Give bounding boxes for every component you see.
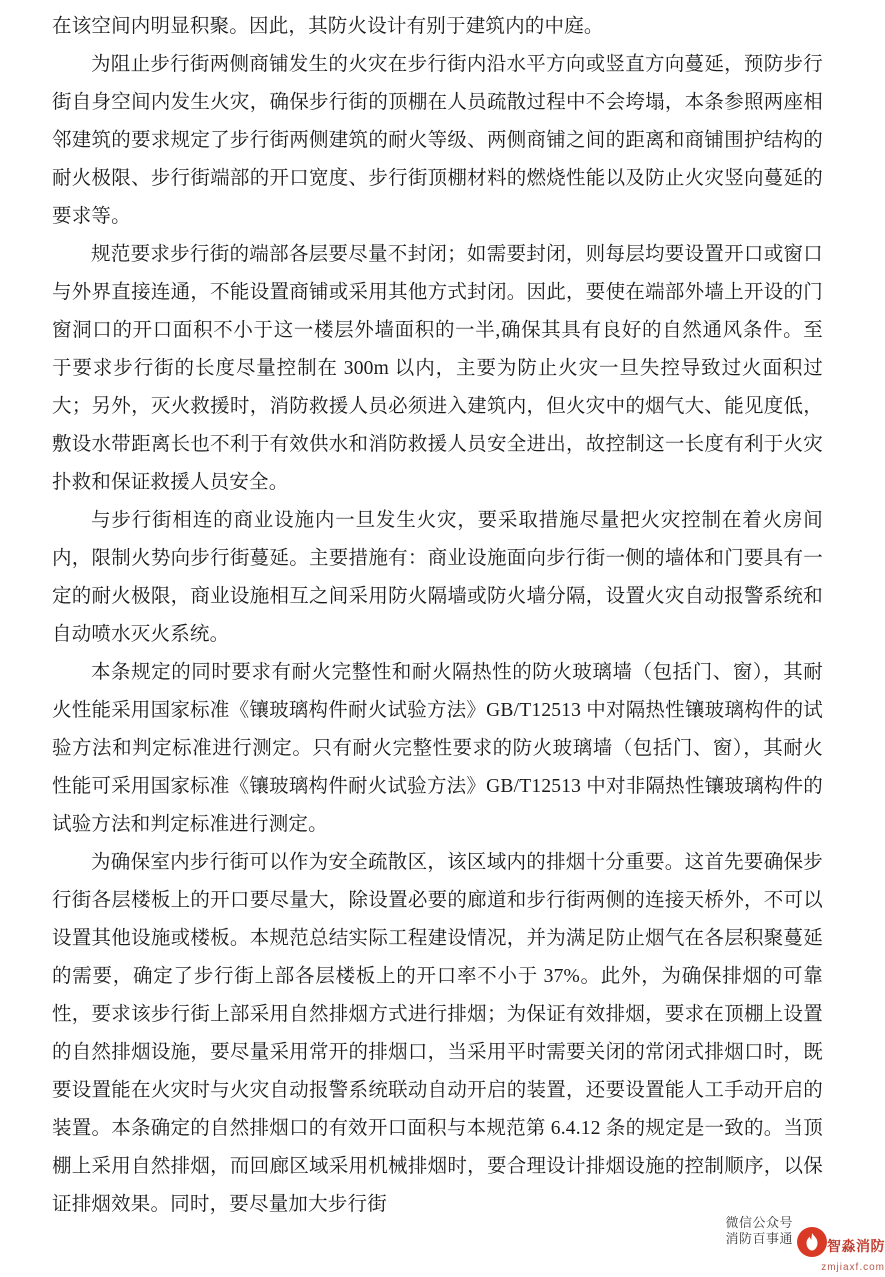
paragraph-3: 与步行街相连的商业设施内一旦发生火灾，要采取措施尽量把火灾控制在着火房间内，限制火势向步行街蔓延。主要措施有：商业设施面向步行街一侧的墙体和门要具有一定的耐火极限，商业设施相互之间采用防火隔墙或防火墙分隔，设置火灾自动报警系统和自动喷水灭火系统。 [52,510,823,645]
watermark-account [725,1215,793,1247]
watermark-account-name: 微信公众号 [725,1215,793,1230]
flame-icon [797,1227,827,1257]
document-body [52,8,823,1224]
paragraph-2: 规范要求步行街的端部各层要尽量不封闭；如需要封闭，则每层均要设置开口或窗口与外界直接连通，不能设置商铺或采用其他方式封闭。因此，要使在端部外墙上开设的门窗洞口的开口面积不小于这一楼层外墙面积的一半,确保其具有良好的自然通风条件。至于要求步行街的长度尽量控制在 300m 以内，主要为防止火灾一旦失控导致过火面积过大；另外，灭火救援时，消防救援人员必须进入建筑内，但火灾中的烟气大、能见度低，敷设水带距离长也不利于有效供水和消防救援人员安全进出，故控制这一长度有利于火灾扑救和保证救援人员安全。 [52,244,823,493]
paragraph-1: 为阻止步行街两侧商铺发生的火灾在步行街内沿水平方向或竖直方向蔓延，预防步行街自身空间内发生火灾，确保步行街的顶棚在人员疏散过程中不会垮塌，本条参照两座相邻建筑的要求规定了步行街两侧建筑的耐火等级、两侧商铺之间的距离和商铺围护结构的耐火极限、步行街端部的开口宽度、步行街顶棚材料的燃烧性能以及防止火灾竖向蔓延的要求等。 [52,54,823,227]
watermark-account-handle: 消防百事通 [725,1231,793,1246]
paragraph-4: 本条规定的同时要求有耐火完整性和耐火隔热性的防火玻璃墙（包括门、窗），其耐火性能采用国家标准《镶玻璃构件耐火试验方法》GB/T12513 中对隔热性镶玻璃构件的试验方法和判定标准进行测定。只有耐火完整性要求的防火玻璃墙（包括门、窗），其耐火性能可采用国家标准《镶玻璃构件耐火试验方法》GB/T12513 中对非隔热性镶玻璃构件的试验方法和判定标准进行测定。 [52,662,823,835]
watermark-brand-url: zmjiaxf.com [821,1262,885,1273]
paragraph-0: 在该空间内明显积聚。因此，其防火设计有别于建筑内的中庭。 [52,16,604,37]
paragraph-5: 为确保室内步行街可以作为安全疏散区，该区域内的排烟十分重要。这首先要确保步行街各层楼板上的开口要尽量大，除设置必要的廊道和步行街两侧的连接天桥外，不可以设置其他设施或楼板。本规范总结实际工程建设情况，并为满足防止烟气在各层积聚蔓延的需要，确定了步行街上部各层楼板上的开口率不小于 37%。此外，为确保排烟的可靠性，要求该步行街上部采用自然排烟方式进行排烟；为保证有效排烟，要求在顶棚上设置的自然排烟设施，要尽量采用常开的排烟口，当采用平时需要关闭的常闭式排烟口时，既要设置能在火灾时与火灾自动报警系统联动自动开启的装置，还要设置能人工手动开启的装置。本条确定的自然排烟口的有效开口面积与本规范第 6.4.12 条的规定是一致的。当顶棚上采用自然排烟，而回廊区域采用机械排烟时，要合理设计排烟设施的控制顺序，以保证排烟效果。同时，要尽量加大步行街 [52,852,823,1215]
watermark-brand: 智淼消防 [827,1238,885,1254]
